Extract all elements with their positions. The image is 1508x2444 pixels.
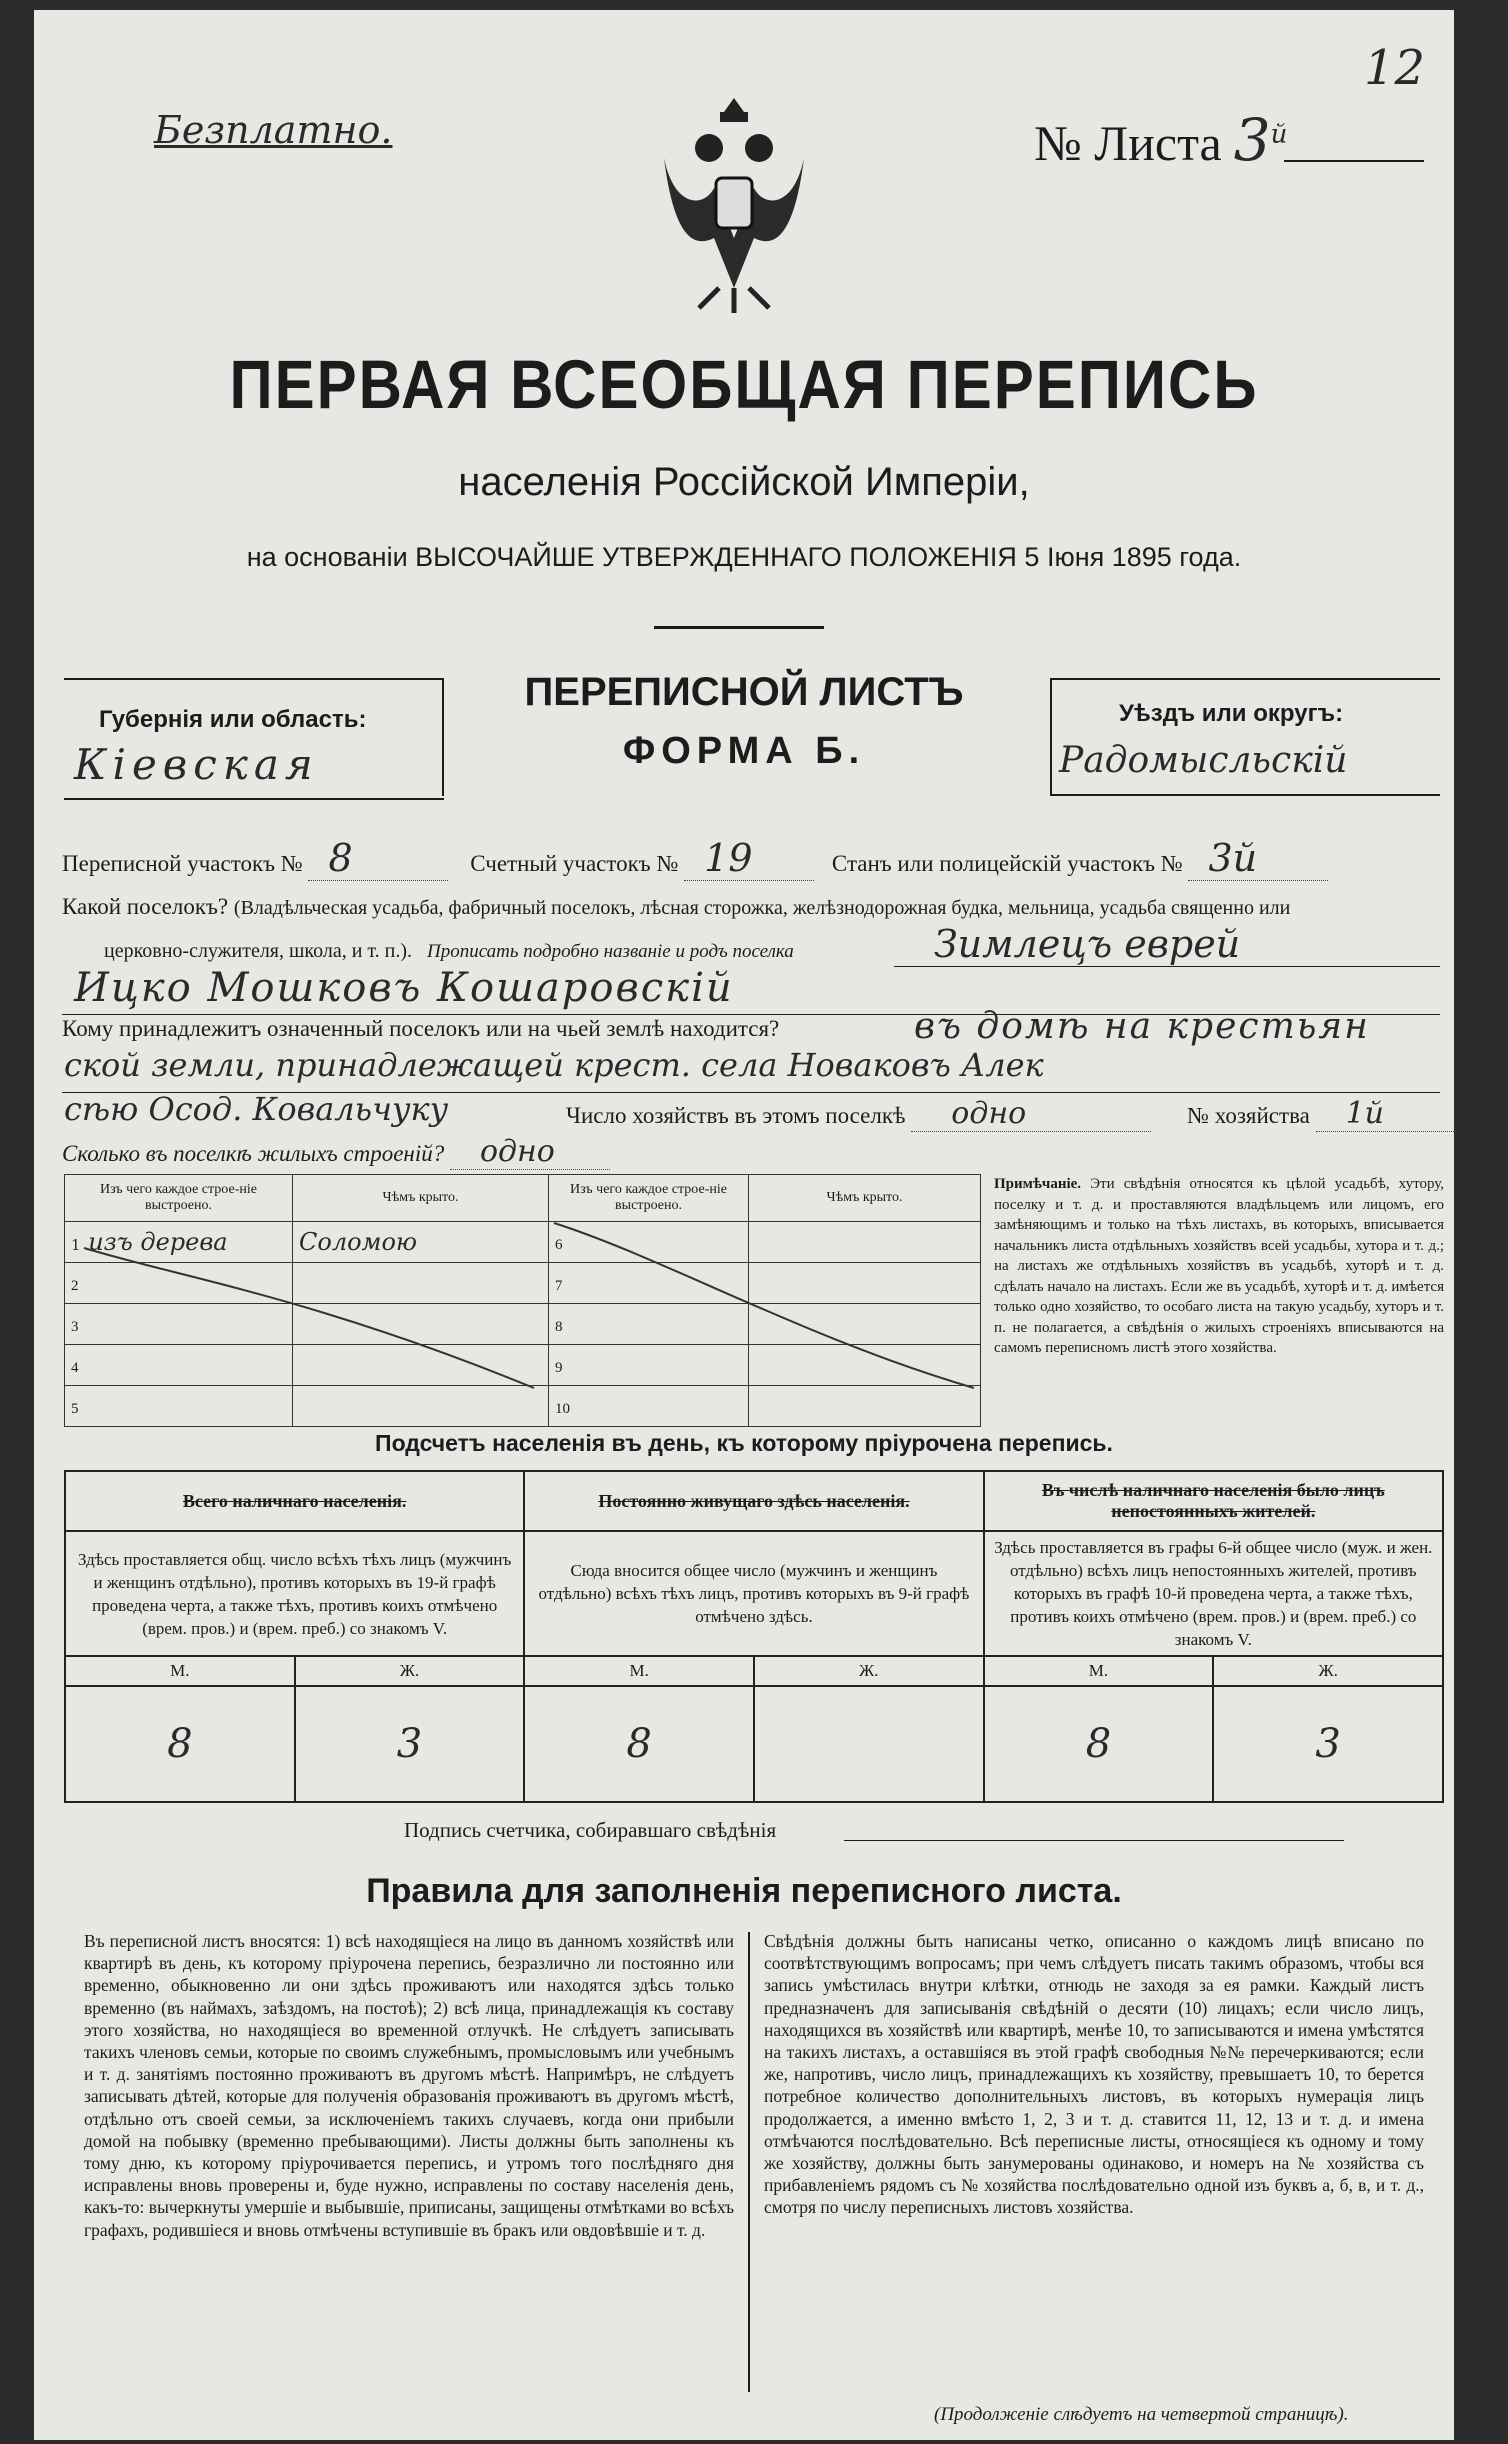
page-subtitle: населенія Россійской Имперіи, xyxy=(458,460,1030,504)
note-title: Примѣчаніе. xyxy=(994,1176,1082,1192)
uezd-label: Уѣздъ или округъ: xyxy=(1119,700,1344,727)
zh-header: Ж. xyxy=(754,1656,984,1686)
table-row: 3 xyxy=(65,1304,549,1345)
household-no-value: 1й xyxy=(1316,1096,1456,1132)
table-row: 1 изъ дерева Соломою xyxy=(65,1222,549,1263)
page-title: ПЕРВАЯ ВСЕОБЩАЯ ПЕРЕПИСЬ xyxy=(229,345,1259,424)
table-row: 9 xyxy=(549,1345,981,1386)
owner-value-1: въ домѣ на крестьян xyxy=(914,1006,1370,1047)
owner-value-2: ской земли, принадлежащей крест. села Новаковъ Алек xyxy=(64,1046,1044,1084)
summary-col2-text: Сюда вносится общее число (мужчинъ и женщинъ отдѣльно) всѣхъ тѣхъ лицъ, противъ которыхъ въ 9-й графѣ отмѣчено здѣсь. xyxy=(524,1531,983,1656)
households-label: Число хозяйствъ въ этомъ поселкѣ xyxy=(566,1103,906,1128)
sheet-number-sup: й xyxy=(1270,119,1288,150)
owner-label: Кому принадлежитъ означенный поселокъ или на чьей землѣ находится? xyxy=(62,1016,780,1041)
schetny-label: Счетный участокъ № xyxy=(470,851,679,876)
households-row xyxy=(566,1096,1456,1132)
summary-col1-title: Всего наличнаго населенія. xyxy=(65,1471,524,1531)
summary-value: 8 xyxy=(65,1686,295,1802)
household-no-label: № хозяйства xyxy=(1187,1103,1310,1128)
table-row: 4 xyxy=(65,1345,549,1386)
note-text: Эти свѣдѣнія относятся къ цѣлой усадьбѣ, хутору, поселку и т. д. и проставляются владѣльцемъ или лицомъ, его замѣняющимъ и только на тѣхъ листахъ, въ которыхъ, вписывается начальникъ листа отдѣльныхъ хозяйствъ всей усадьбы, хутора и т. д.; на листахъ же отдѣльныхъ хозяйствъ въ усадьбѣ, хуторѣ и т. д. сдѣлать начало на листахъ. Если же въ усадьбѣ, хуторѣ и т. д. имѣется только одно хозяйство, то особаго листа на такую усадьбу, хуторъ и т. п. не полагается, а свѣдѣнія о жилыхъ строеніяхъ вписываются на самомъ переписномъ листѣ этого хозяйства. xyxy=(994,1176,1444,1356)
uezd-value: Радомысльскій xyxy=(1059,740,1348,781)
m-header: М. xyxy=(65,1656,295,1686)
schetny-value: 19 xyxy=(684,836,814,881)
uezd-box-side xyxy=(1050,678,1052,796)
gubernia-value: Кіевская xyxy=(74,740,319,789)
stan-value: 3й xyxy=(1188,836,1328,881)
buildings-label: Сколько въ поселкѣ жилыхъ строеній? xyxy=(62,1141,445,1166)
roof-cell: Соломою xyxy=(293,1222,549,1263)
table-row: 7 xyxy=(549,1263,981,1304)
uchastok-value: 8 xyxy=(308,836,448,881)
sheet-number xyxy=(1034,106,1287,174)
summary-value: 3 xyxy=(295,1686,525,1802)
poselok-hint-1: (Владѣльческая усадьба, фабричный поселокъ, лѣсная сторожка, желѣзнодорожная будка, мельница, усадьба священно или xyxy=(233,897,1291,919)
poselok-underline-1 xyxy=(894,966,1440,967)
gubernia-box-top xyxy=(64,678,444,680)
rules-divider xyxy=(748,1932,750,2392)
corner-number: 12 xyxy=(1364,40,1426,96)
form-type: ФОРМА Б. xyxy=(622,730,866,772)
table-row: 6 xyxy=(549,1222,981,1263)
page-basis: на основаніи ВЫСОЧАЙШЕ УТВЕРЖДЕННАГО ПОЛОЖЕНІЯ 5 Іюня 1895 года. xyxy=(246,542,1242,572)
title-divider xyxy=(654,626,824,629)
households-value: одно xyxy=(911,1096,1151,1132)
rules-continued: (Продолженіе слѣдуетъ на четвертой страницѣ). xyxy=(934,2404,1349,2425)
poselok-label: Какой поселокъ? xyxy=(62,894,229,919)
sheet-number-underline xyxy=(1284,160,1424,162)
poselok-row-2 xyxy=(104,940,794,963)
uchastok-label: Переписной участокъ № xyxy=(62,851,303,876)
free-label: Безплатно. xyxy=(154,108,393,152)
poselok-value-2: Ицко Мошковъ Кошаровскій xyxy=(74,965,734,1011)
poselok-row xyxy=(62,894,1290,920)
gubernia-label: Губернія или область: xyxy=(99,706,367,733)
owner-value-3: сѣю Осод. Ковальчуку xyxy=(64,1090,449,1128)
rules-left-column: Въ переписной листъ вносятся: 1) всѣ находящіеся на лицо въ данномъ хозяйствѣ или квартирѣ въ день, къ которому пріурочена перепись, безразлично ли постоянно или временно, обыкновенно ли они здѣсь проживаютъ или находятся здѣсь только временно (въ наймахъ, заѣздомъ, на постоѣ); 2) всѣ лица, принадлежащія къ составу этого хозяйства, но находящіеся во временной отлучкѣ. Не слѣдуетъ записывать такихъ членовъ семьи, которые по своимъ служебнымъ, промысловымъ или учебнымъ и т. д. занятіямъ постоянно проживаютъ въ другомъ мѣстѣ. Напримѣръ, не слѣдуетъ записывать дѣтей, которые для полученія образованія проживаютъ въ другомъ мѣстѣ, отдѣльно отъ своей семьи, за исключеніемъ такихъ случаевъ, когда они прибыли домой на побывку (временно пребывающими). Листы должны быть заполнены къ тому дню, къ которому пріурочивается перепись, и утромъ того послѣдняго дня исправлены вновь проверены и, буде нужно, исправлены по составу населенія день, какъ-то: вычеркнуты умершіе и выбывшіе, приписаны, защищены отмѣтками во всѣхъ графахъ, родившіеся и вновь отмѣчены вступившіе въ бракъ или овдовѣвшіе и т. д. xyxy=(84,1931,734,2240)
summary-value: 8 xyxy=(524,1686,754,1802)
form-name: ПЕРЕПИСНОЙ ЛИСТЪ xyxy=(524,670,964,714)
summary-col1-text: Здѣсь проставляется общ. число всѣхъ тѣхъ лицъ (мужчинъ и женщинъ отдѣльно), противъ которыхъ въ 19-й графѣ проведена черта, а также тѣхъ, противъ коихъ отмѣчено (врем. пров.) и (врем. преб.) со знакомъ V. xyxy=(65,1531,524,1656)
summary-col3-text: Здѣсь проставляется въ графы 6-й общее число (муж. и жен. отдѣльно) всѣхъ лицъ непостоянныхъ жителей, противъ которыхъ въ графѣ 10-й проведена черта, а также тѣхъ, противъ коихъ отмѣчено (врем. пров.) и (врем. преб.) со знакомъ V. xyxy=(984,1531,1443,1656)
summary-table xyxy=(64,1470,1444,1803)
uchastok-row xyxy=(62,836,1328,881)
poselok-hint-italic: Прописать подробно названіе и родъ поселка xyxy=(427,941,794,962)
buildings-row xyxy=(62,1134,610,1170)
stan-label: Станъ или полицейскій участокъ № xyxy=(831,851,1183,876)
col-roof-header: Чѣмъ крыто. xyxy=(293,1175,549,1222)
col-roof-header: Чѣмъ крыто. xyxy=(749,1175,981,1222)
summary-heading: Подсчетъ населенія въ день, къ которому пріурочена перепись. xyxy=(375,1430,1113,1456)
gubernia-underline xyxy=(64,798,444,800)
rules-right-column: Свѣдѣнія должны быть написаны четко, описанно о каждомъ лицѣ вписано по соотвѣтствующимъ вопросамъ; при чемъ слѣдуетъ писать такимъ образомъ, чтобы вся запись умѣстилась внутри клѣтки, отнюдь не заходя за ея рамки. Каждый листъ предназначенъ для записыванія свѣдѣній о десяти (10) лицахъ; если число лицъ, находящихся въ хозяйствѣ или квартирѣ, менѣе 10, то записываются и имена умѣстятся на такихъ листахъ, а оставшіяся въ этой графѣ свободныя №№ перечеркиваются; если же, напротивъ, число лицъ, принадлежащихъ къ хозяйству, превышаетъ 10, то берется потребное количество дополнительныхъ листовъ, въ которыхъ нумерація лицъ продолжается, а именно вмѣсто 1, 2, 3 и т. д. ставится 11, 12, 13 и т. д. и имена отмѣчаются послѣдовательно. Всѣ переписные листы, относящіеся къ одному и тому же хозяйству, должны быть занумерованы одинаково, и номеръ на № хозяйства съ прибавленіемъ рядомъ съ № хозяйства послѣдовательно одной изъ буквъ а, б, в, и т. д., смотря по числу переписныхъ листовъ хозяйства. xyxy=(764,1931,1424,2218)
col-material-header: Изъ чего каждое строе-ніе выстроено. xyxy=(549,1175,749,1222)
zh-header: Ж. xyxy=(1213,1656,1443,1686)
buildings-value: одно xyxy=(450,1134,610,1170)
summary-value: 8 xyxy=(984,1686,1214,1802)
table-row: 8 xyxy=(549,1304,981,1345)
col-material-header: Изъ чего каждое строе-ніе выстроено. xyxy=(65,1175,293,1222)
strike-lines xyxy=(64,1218,980,1418)
signature-label: Подпись счетчика, собиравшаго свѣдѣнія xyxy=(404,1818,777,1842)
buildings-note xyxy=(994,1174,1444,1359)
uezd-underline xyxy=(1050,794,1440,796)
summary-col3-title: Въ числѣ наличнаго населенія было лицъ непостоянныхъ жителей. xyxy=(984,1471,1443,1531)
m-header: М. xyxy=(524,1656,754,1686)
census-sheet xyxy=(34,10,1454,2440)
gubernia-box-side xyxy=(442,678,444,796)
zh-header: Ж. xyxy=(295,1656,525,1686)
table-row: 10 xyxy=(549,1386,981,1427)
double-headed-eagle-icon xyxy=(654,88,814,318)
uezd-box-top xyxy=(1050,678,1440,680)
m-header: М. xyxy=(984,1656,1214,1686)
signature-line xyxy=(844,1840,1344,1841)
sheet-number-value: 3 xyxy=(1233,106,1271,174)
table-row: 2 xyxy=(65,1263,549,1304)
table-row: 5 xyxy=(65,1386,549,1427)
summary-value: 3 xyxy=(1213,1686,1443,1802)
poselok-hint-2: церковно-служителя, школа, и т. п.). xyxy=(104,940,412,962)
sheet-number-label: № Листа xyxy=(1034,115,1222,171)
material-cell: изъ дерева xyxy=(88,1228,228,1256)
summary-col2-title: Постоянно живущаго здѣсь населенія. xyxy=(524,1471,983,1531)
poselok-value-1: Зимлецъ еврей xyxy=(934,922,1241,966)
rules-heading: Правила для заполненія переписного листа. xyxy=(366,1872,1122,1910)
